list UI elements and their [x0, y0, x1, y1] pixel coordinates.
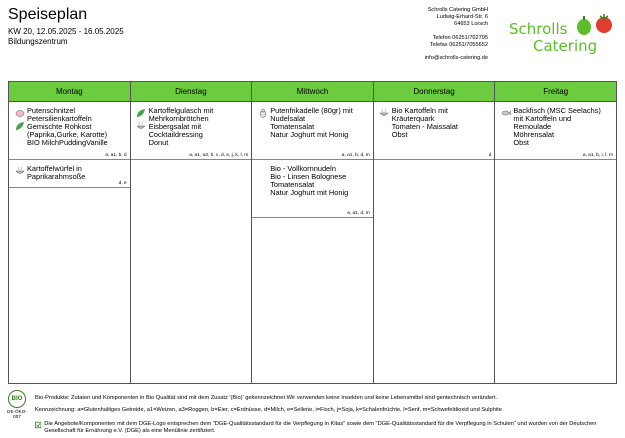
pepper-icon: [575, 14, 593, 36]
menu-grid: [8, 81, 617, 384]
allergen-codes: a, a1, b, i, l, m: [582, 153, 613, 158]
logo-text-line2: Catering: [533, 37, 598, 55]
day-column-freitag: [495, 82, 616, 383]
menu-line: Kartoffelwürfel in: [27, 164, 82, 173]
allergen-codes: d, e: [118, 181, 127, 186]
day-header: Mittwoch: [252, 82, 373, 102]
menu-item: [9, 160, 130, 188]
company-logo: [505, 10, 620, 60]
day-column-mittwoch: [252, 82, 374, 383]
bio-note: Bio-Produkte: Zutaten und Komponenten in Bio Qualität sind mit dem Zusatz '(Bio)' gekennzeichnet Wir verwenden keine Insekten und keine Lebensmittel sind gentechnisch verändert.: [35, 395, 498, 401]
day-header: Montag: [9, 82, 130, 102]
menu-line: Cocktaildressing: [148, 130, 203, 139]
menu-line: Donut: [148, 138, 169, 147]
location: Bildungszentrum: [8, 37, 68, 46]
company-phone: Telefon 06251/702795: [432, 34, 488, 41]
menu-line: Tomaten - Maissalat: [391, 122, 458, 131]
bowl-icon: [379, 107, 390, 118]
menu-line: mit Kartoffeln und: [513, 114, 572, 123]
day-column-dienstag: [131, 82, 253, 383]
day-header: Donnerstag: [374, 82, 495, 102]
allergen-codes: d: [488, 153, 492, 158]
allergen-codes: a, a1, b, d: [105, 153, 127, 158]
menu-line: Bio - Vollkornnudeln: [270, 164, 336, 173]
leaf-icon: [136, 107, 147, 118]
dge-note-text: Die Angebote/Komponenten mit dem DGE-Logo entsprechen dem "DGE-Qualitätsstandard für die Verpflegung in Kitas" sowie dem "DGE-Qualitätsstandard für die Verpflegung in Schulen" und wurden von der Deutschen Gesellschaft für Ernährung e.V. (DGE) als eine Menülinie zertifiziert.: [44, 421, 597, 434]
company-address: [368, 7, 488, 62]
menu-line: Gemischte Rohkost: [27, 122, 92, 131]
day-column-montag: [9, 82, 131, 383]
allergen-codes: a, a1, b, d, m: [341, 153, 370, 158]
page-title: Speiseplan: [8, 6, 88, 23]
day-header: Freitag: [495, 82, 616, 102]
company-street: Ludwig-Erhard-Str. 6: [436, 14, 488, 21]
menu-item: [252, 160, 373, 218]
day-column-donnerstag: [374, 82, 496, 383]
menu-line: Kräuterquark: [391, 114, 435, 123]
menu-line: Obst: [513, 138, 529, 147]
menu-item: [374, 102, 495, 160]
menu-line: Tomatensalat: [270, 122, 315, 131]
fish-icon: [500, 107, 511, 118]
dge-note: [35, 421, 615, 434]
company-city: 64653 Lorsch: [454, 21, 488, 28]
menu-line: Paprikarahmsoße: [27, 172, 86, 181]
bio-seal-code: DE-ÖKO-007: [7, 409, 27, 419]
leaf-icon: [14, 120, 25, 131]
pig-icon: [14, 107, 25, 118]
menu-line: Natur Joghurt mit Honig: [270, 130, 349, 139]
menu-line: Remoulade: [513, 122, 552, 131]
tomato-icon: [593, 12, 615, 36]
menu-line: Mehrkornbrötchen: [148, 114, 209, 123]
menu-item: [9, 102, 130, 160]
menu-line: Obst: [391, 130, 408, 139]
company-fax: Telefax 06251/7055652: [429, 41, 488, 48]
bio-seal: [6, 390, 28, 419]
company-name: Schrolls Catering GmbH: [427, 7, 488, 13]
menu-line: BIO MilchPuddingVanille: [27, 138, 108, 147]
allergen-codes: a, a1, a3, b, c, d, e, j, k, l, m: [189, 153, 249, 158]
week-range: KW 20, 12.05.2025 - 16.05.2025: [8, 27, 124, 36]
company-email[interactable]: info@schrolls-catering.de: [424, 55, 488, 62]
menu-line: (Paprika,Gurke, Karotte): [27, 130, 108, 139]
menu-item: [495, 102, 616, 160]
menu-line: Backfisch (MSC Seelachs): [513, 106, 601, 115]
menu-line: Tomatensalat: [270, 180, 315, 189]
menu-line: Möhrensalat: [513, 130, 555, 139]
menu-line: Bio Kartoffeln mit: [391, 106, 448, 115]
menu-line: Nudelsalat: [270, 114, 306, 123]
menu-line: Eisbergsalat mit: [148, 122, 202, 131]
menu-line: Petersilienkartoffeln: [27, 114, 92, 123]
bowl-icon: [14, 165, 25, 176]
chicken-icon: [257, 107, 268, 118]
menu-line: Putenschnitzel: [27, 106, 76, 115]
dge-logo-icon: [35, 421, 41, 429]
day-header: Dienstag: [131, 82, 252, 102]
bowl-icon: [136, 120, 147, 131]
menu-line: Natur Joghurt mit Honig: [270, 188, 349, 197]
allergen-codes: a, a1, d, m: [347, 211, 370, 216]
menu-line: Kartoffelgulasch mit: [148, 106, 214, 115]
menu-item: [252, 102, 373, 160]
menu-line: Putenfrikadelle (80gr) mit: [270, 106, 353, 115]
bio-seal-badge: BIO: [8, 390, 26, 408]
logo-text-line1: Schrolls: [509, 20, 568, 38]
allergen-legend: Kennzeichnung: a=Glutenhaltiges Getreide, a1=Weizen, a3=Roggen, b=Eier, c=Erdnüsse, d=Milch, e=Sellerie, i=Fisch, j=Soja, k=Schalenfrüchte, l=Senf, m=Schwefeldioxid und Sulphite: [35, 407, 502, 413]
menu-line: Bio - Linsen Bolognese: [270, 172, 347, 181]
menu-item: [131, 102, 252, 160]
